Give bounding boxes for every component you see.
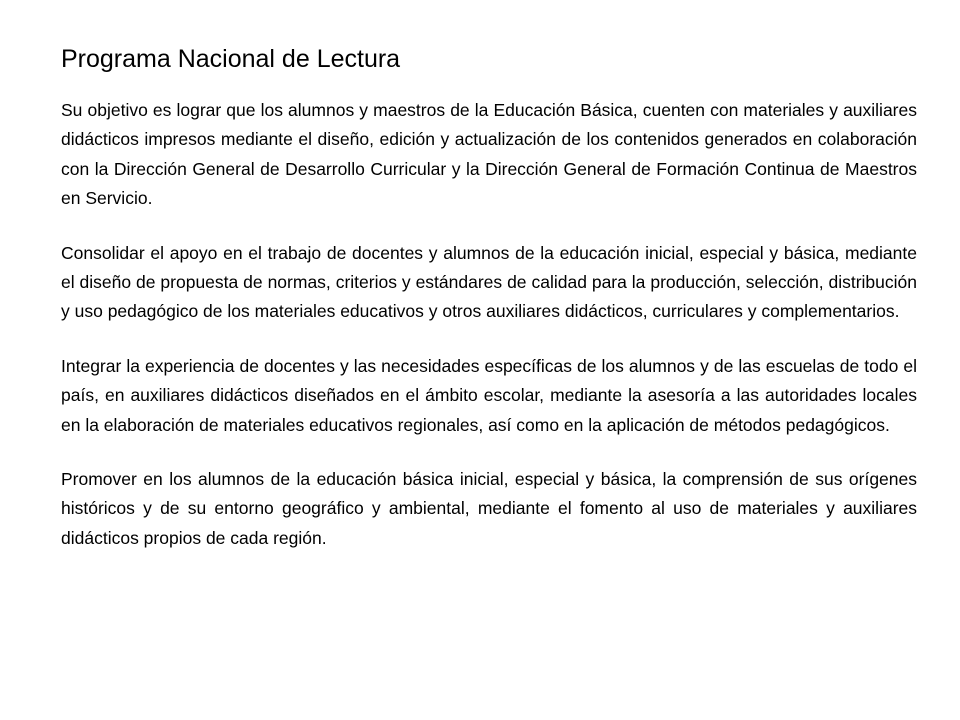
paragraph-integrate: Integrar la experiencia de docentes y las necesidades específicas de los alumnos y de las escuelas de todo el país, en auxiliares didácticos diseñados en el ámbito escolar, mediante la asesoría a las autoridades locales en la elaboración de materiales educativos regionales, así como en la aplicación de métodos pedagógicos. [61,355,917,435]
paragraph-promote: Promover en los alumnos de la educación básica inicial, especial y básica, la comprensión de sus orígenes históricos y de su entorno geográfico y ambiental, mediante el fomento al uso de materiales y auxiliares didácticos propios de cada región. [61,469,917,548]
paragraph-objective: Su objetivo es lograr que los alumnos y maestros de la Educación Básica, cuenten con materiales y auxiliares didácticos impresos mediante el diseño, edición y actualización de los contenidos generados en colaboración con la Dirección General de Desarrollo Curricular y la Dirección General de Formación Continua de Maestros en Servicio. [61,100,917,209]
slide-content [61,42,917,578]
slide-title: Programa Nacional de Lectura [61,45,401,73]
paragraph-consolidate: Consolidar el apoyo en el trabajo de docentes y alumnos de la educación inicial, especial y básica, mediante el diseño de propuesta de normas, criterios y estándares de calidad para la producción, selección, distribución y uso pedagógico de los materiales educativos y otros auxiliares didácticos, curriculares y complementarios. [61,242,917,322]
